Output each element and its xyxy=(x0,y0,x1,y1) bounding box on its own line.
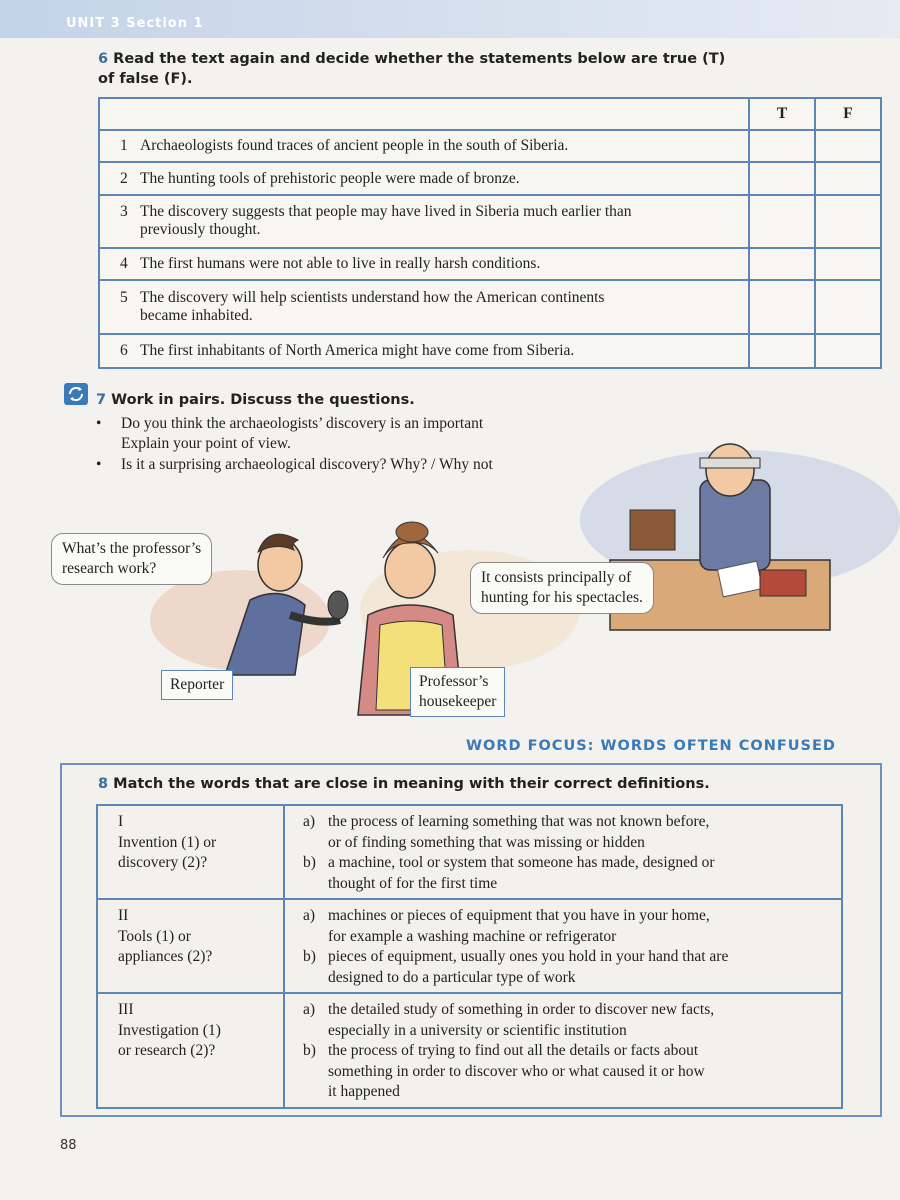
letter-b: b) xyxy=(303,1042,316,1059)
statement-text-cont: became inhabited. xyxy=(140,307,253,325)
roman-numeral: II xyxy=(118,907,129,924)
definition-text-cont: something in order to discover who or what caused it or how xyxy=(328,1062,705,1080)
definition-text: machines or pieces of equipment that you have in your home, xyxy=(328,907,710,924)
word-focus-title: WORD FOCUS: WORDS OFTEN CONFUSED xyxy=(466,738,836,754)
definitions-cell xyxy=(284,899,842,993)
reporter-speech-bubble xyxy=(51,533,212,585)
definitions-cell xyxy=(284,805,842,899)
table-row xyxy=(99,280,881,333)
statement-cell xyxy=(99,280,749,333)
true-answer-cell[interactable] xyxy=(749,248,815,280)
reporter-bubble-line2: research work? xyxy=(62,560,157,577)
bullet-dot: • xyxy=(96,456,102,473)
ex8-instruction-text: Match the words that are close in meaning with their correct definitions. xyxy=(113,776,710,792)
letter-a: a) xyxy=(303,813,316,830)
letter-a: a) xyxy=(303,1001,316,1018)
false-answer-cell[interactable] xyxy=(815,248,881,280)
reporter-label: Reporter xyxy=(161,670,233,700)
statement-cell xyxy=(99,162,749,194)
statement-number: 2 xyxy=(120,169,128,187)
letter-b: b) xyxy=(303,948,316,965)
false-answer-cell[interactable] xyxy=(815,334,881,368)
definition-text-cont: or of finding something that was missing or hidden xyxy=(328,833,645,851)
statement-number: 6 xyxy=(120,341,128,359)
definition-a xyxy=(303,1000,831,1041)
bullet-text: Do you think the archaeologists’ discovery is an important xyxy=(121,415,484,432)
true-false-table xyxy=(98,97,882,369)
housekeeper-label xyxy=(410,667,505,717)
true-answer-cell[interactable] xyxy=(749,130,815,162)
housekeeper-bubble-line2: hunting for his spectacles. xyxy=(481,589,643,606)
ex7-instruction-text: Work in pairs. Discuss the questions. xyxy=(111,392,415,408)
word-pair-cell xyxy=(97,993,284,1108)
false-answer-cell[interactable] xyxy=(815,130,881,162)
ex8-number: 8 xyxy=(98,776,109,792)
definition-b xyxy=(303,1041,831,1103)
true-answer-cell[interactable] xyxy=(749,280,815,333)
ex6-instruction-line1: Read the text again and decide whether the statements below are true (T) xyxy=(113,51,726,67)
ex7-number: 7 xyxy=(96,392,107,408)
statement-text-cont: previously thought. xyxy=(140,221,261,239)
statement-text: The discovery suggests that people may have lived in Siberia much earlier than xyxy=(140,203,632,221)
definition-b xyxy=(303,947,831,988)
table-row xyxy=(99,130,881,162)
true-answer-cell[interactable] xyxy=(749,162,815,194)
bullet-text-cont: Explain your point of view. xyxy=(121,435,291,452)
definition-text-cont: thought of for the first time xyxy=(328,874,498,892)
statement-cell xyxy=(99,334,749,368)
word-pair-line2: appliances (2)? xyxy=(118,948,213,965)
word-pair-line1: Tools (1) or xyxy=(118,927,191,945)
table-row xyxy=(97,993,842,1108)
ex7-instruction xyxy=(96,390,415,410)
table-row xyxy=(99,162,881,194)
statement-cell xyxy=(99,195,749,248)
definition-text-cont: for example a washing machine or refrigerator xyxy=(328,927,617,945)
header-true: T xyxy=(749,98,815,130)
table-row xyxy=(99,248,881,280)
definitions-cell xyxy=(284,993,842,1108)
definition-text: the process of trying to find out all the details or facts about xyxy=(328,1042,699,1059)
false-answer-cell[interactable] xyxy=(815,195,881,248)
table-row xyxy=(97,899,842,993)
housekeeper-label-line2: housekeeper xyxy=(419,693,497,710)
roman-numeral: I xyxy=(118,813,124,830)
definition-text: pieces of equipment, usually ones you hold in your hand that are xyxy=(328,948,729,965)
table-header-row xyxy=(99,98,881,130)
definition-text: a machine, tool or system that someone has made, designed or xyxy=(328,854,715,871)
unit-section-label: UNIT 3 Section 1 xyxy=(66,16,204,31)
header-blank-cell xyxy=(99,98,749,130)
definition-text: the process of learning something that was not known before, xyxy=(328,813,710,830)
word-pair-line1: Investigation (1) xyxy=(118,1021,221,1039)
statement-cell xyxy=(99,130,749,162)
definition-text: the detailed study of something in order to discover new facts, xyxy=(328,1001,715,1018)
statement-text: The first inhabitants of North America might have come from Siberia. xyxy=(140,341,575,359)
statement-text: The first humans were not able to live in really harsh conditions. xyxy=(140,255,541,273)
word-pair-line2: or research (2)? xyxy=(118,1042,216,1059)
ex6-instruction-line2: of false (F). xyxy=(98,71,193,87)
letter-a: a) xyxy=(303,907,316,924)
ex8-instruction xyxy=(98,774,710,794)
roman-numeral: III xyxy=(118,1001,134,1018)
table-row xyxy=(97,805,842,899)
word-pair-line1: Invention (1) or xyxy=(118,833,217,851)
word-pair-cell xyxy=(97,899,284,993)
reporter-bubble-line1: What’s the professor’s xyxy=(62,540,202,557)
false-answer-cell[interactable] xyxy=(815,162,881,194)
statement-text: The discovery will help scientists understand how the American continents xyxy=(140,289,605,307)
matching-table xyxy=(96,804,843,1109)
housekeeper-label-line1: Professor’s xyxy=(419,673,489,690)
true-answer-cell[interactable] xyxy=(749,334,815,368)
statement-text: The hunting tools of prehistoric people were made of bronze. xyxy=(140,169,520,187)
letter-b: b) xyxy=(303,854,316,871)
header-false: F xyxy=(815,98,881,130)
bullet-text: Is it a surprising archaeological discovery? Why? / Why not xyxy=(121,456,493,473)
definition-text-cont: especially in a university or scientific institution xyxy=(328,1021,627,1039)
statement-cell xyxy=(99,248,749,280)
housekeeper-bubble-line1: It consists principally of xyxy=(481,569,632,586)
statement-number: 5 xyxy=(120,289,128,307)
refresh-icon xyxy=(64,383,88,405)
statement-number: 4 xyxy=(120,255,128,273)
page-number: 88 xyxy=(60,1138,77,1153)
bullet-dot: • xyxy=(96,415,102,432)
ex6-instruction xyxy=(98,49,725,89)
housekeeper-speech-bubble xyxy=(470,562,654,614)
table-row xyxy=(99,334,881,368)
statement-number: 3 xyxy=(120,203,128,221)
table-row xyxy=(99,195,881,248)
definition-a xyxy=(303,906,831,947)
definition-text-cont: it happened xyxy=(328,1083,400,1100)
word-pair-line2: discovery (2)? xyxy=(118,854,208,871)
definition-text-cont: designed to do a particular type of work xyxy=(328,968,576,986)
definition-a xyxy=(303,812,831,853)
false-answer-cell[interactable] xyxy=(815,280,881,333)
true-answer-cell[interactable] xyxy=(749,195,815,248)
word-pair-cell xyxy=(97,805,284,899)
statement-number: 1 xyxy=(120,137,128,155)
ex6-number: 6 xyxy=(98,51,109,67)
statement-text: Archaeologists found traces of ancient people in the south of Siberia. xyxy=(140,137,569,155)
definition-b xyxy=(303,853,831,894)
